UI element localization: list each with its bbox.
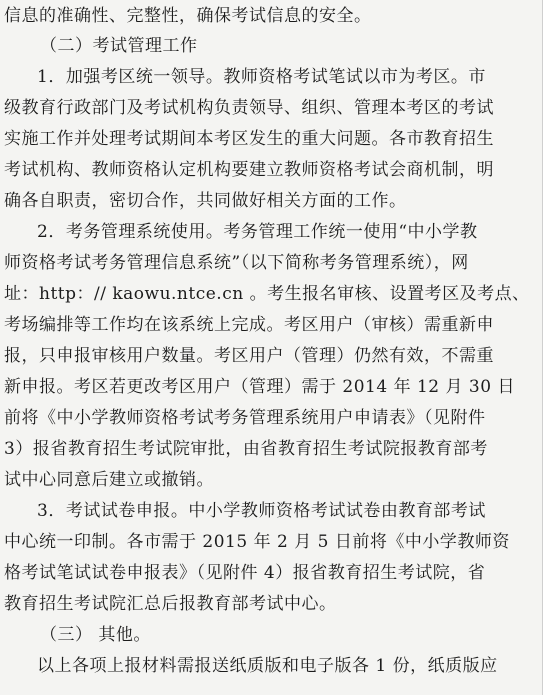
text-line: 中心统一印制。各市需于 2015 年 2 月 5 日前将《中小学教师资: [4, 532, 510, 552]
text-line: 信息的准确性、完整性，确保考试信息的安全。: [4, 6, 372, 26]
text-line: 教育招生考试院汇总后报教育部考试中心。: [4, 594, 337, 614]
text-line: 试中心同意后建立或撤销。: [4, 470, 214, 490]
text-line: 报，只申报审核用户数量。考区用户（管理）仍然有效，不需重: [4, 346, 494, 366]
text-line: 级教育行政部门及考试机构负责领导、组织、管理本考区的考试: [4, 98, 494, 118]
text-line: 3．考试试卷申报。中小学教师资格考试试卷由教育部考试: [37, 501, 486, 521]
text-line: 新申报。考区若更改考区用户（管理）需于 2014 年 12 月 30 日: [4, 377, 515, 397]
text-line: 考试机构、教师资格认定机构要建立教师资格考试会商机制，明: [4, 160, 494, 180]
text-line: 址：http：// kaowu.ntce.cn 。考生报名审核、设置考区及考点、: [4, 284, 530, 304]
text-line: 前将《中小学教师资格考试考务管理系统用户申请表》（见附件: [4, 408, 486, 428]
text-line: 师资格考试考务管理信息系统”（以下简称考务管理系统），网: [4, 253, 469, 273]
text-line: 2．考务管理系统使用。考务管理工作统一使用“中小学教: [37, 222, 478, 242]
section-heading: （三） 其他。: [40, 625, 151, 645]
text-line: 格考试笔试试卷申报表》（见附件 4）报省教育招生考试院，省: [4, 563, 486, 583]
text-line: 1．加强考区统一领导。教师资格考试笔试以市为考区。市: [37, 67, 486, 87]
text-line: 实施工作并处理考试期间本考区发生的重大问题。各市教育招生: [4, 129, 494, 149]
text-line: 确各自职责，密切合作，共同做好相关方面的工作。: [4, 191, 407, 211]
text-line: 考场编排等工作均在该系统上完成。考区用户（审核）需重新申: [4, 315, 494, 335]
text-line: 3）报省教育招生考试院审批，由省教育招生考试院报教育部考: [4, 439, 488, 459]
section-heading: （二）考试管理工作: [40, 36, 198, 56]
text-line: 以上各项上报材料需报送纸质版和电子版各 1 份，纸质版应: [37, 656, 498, 676]
